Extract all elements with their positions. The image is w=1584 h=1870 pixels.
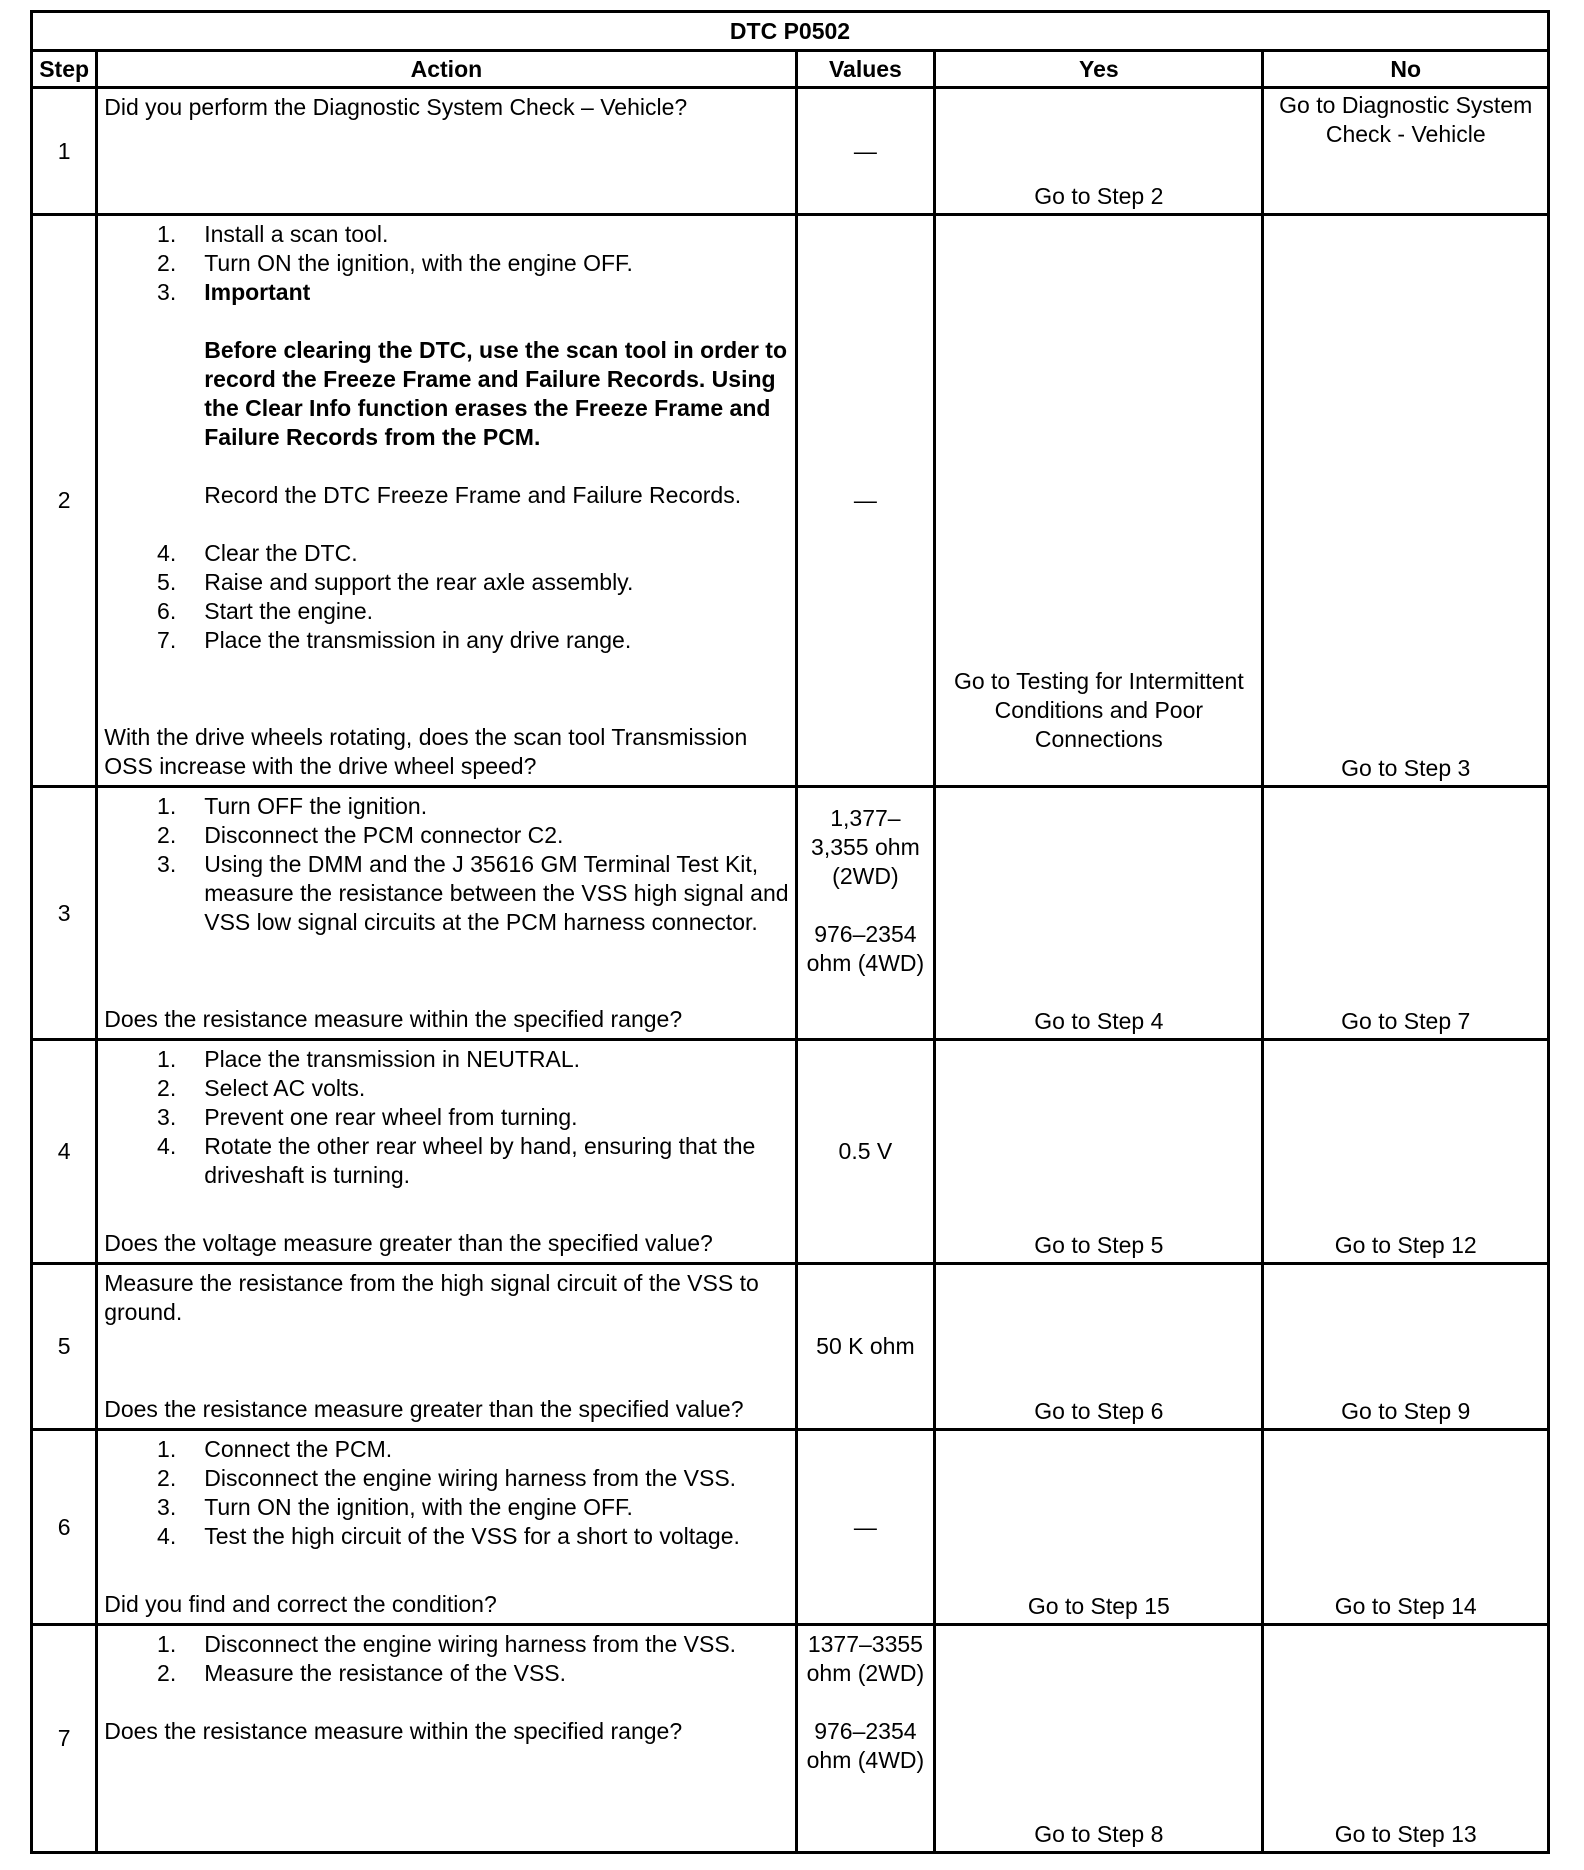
action-question: Does the resistance measure within the specified range? — [104, 1718, 683, 1744]
yes-cell — [935, 88, 1263, 215]
no-link[interactable]: Go to Step 13 — [1334, 1821, 1477, 1847]
list-item: 2. Turn ON the ignition, with the engine OFF. — [157, 250, 633, 276]
list-item: 2. Disconnect the engine wiring harness from the VSS. — [157, 1465, 737, 1491]
action-list — [104, 1630, 788, 1688]
list-item: 5. Raise and support the rear axle assembly. — [157, 569, 634, 595]
value-4wd: 976–2354 ohm (4WD) — [806, 921, 925, 976]
no-cell — [1263, 787, 1549, 1040]
no-link[interactable]: Go to Step 12 — [1334, 1232, 1477, 1258]
yes-link[interactable]: Go to Step 2 — [1034, 183, 1164, 209]
dtc-document — [30, 10, 1550, 1864]
yes-link[interactable]: Go to Testing for Intermittent Conditions and Poor Connections — [953, 668, 1244, 752]
list-item: 4. Clear the DTC. — [157, 540, 358, 566]
values-cell — [796, 787, 935, 1040]
value-2wd: 1377–3355 ohm (2WD) — [806, 1631, 925, 1686]
header-step: Step — [32, 51, 97, 88]
no-cell — [1263, 88, 1549, 215]
yes-cell — [935, 1264, 1263, 1430]
values-cell: 50 K ohm — [796, 1264, 935, 1430]
list-item: 4. Rotate the other rear wheel by hand, ensuring that the driveshaft is turning. — [157, 1133, 756, 1188]
dtc-table — [30, 10, 1550, 1854]
yes-cell — [935, 1625, 1263, 1853]
list-item: 3. Using the DMM and the J 35616 GM Terminal Test Kit, measure the resistance between the VSS high signal and VSS low signal circuits at the PCM harness connector. — [157, 851, 789, 935]
no-cell — [1263, 1430, 1549, 1625]
step-number: 3 — [32, 787, 97, 1040]
action-list — [104, 792, 788, 937]
list-item: 1. Place the transmission in NEUTRAL. — [157, 1046, 581, 1072]
header-yes: Yes — [935, 51, 1263, 88]
yes-link[interactable]: Go to Step 4 — [1034, 1008, 1164, 1034]
table-row — [32, 1430, 1549, 1625]
step-number: 4 — [32, 1040, 97, 1264]
yes-cell — [935, 215, 1263, 787]
record-instruction: Record the DTC Freeze Frame and Failure Records. — [204, 482, 742, 508]
table-row — [32, 215, 1549, 787]
table-title: DTC P0502 — [32, 12, 1549, 51]
values-cell: — — [796, 1430, 935, 1625]
action-cell — [97, 1625, 796, 1853]
step-number: 7 — [32, 1625, 97, 1853]
list-item: 1. Install a scan tool. — [157, 221, 389, 247]
yes-cell — [935, 1430, 1263, 1625]
no-cell — [1263, 1625, 1549, 1853]
header-values: Values — [796, 51, 935, 88]
action-cell — [97, 1264, 796, 1430]
values-cell — [796, 1625, 935, 1853]
no-cell — [1263, 1040, 1549, 1264]
important-note: Before clearing the DTC, use the scan tool in order to record the Freeze Frame and Failure Records. Using the Clear Info function erases the Freeze Frame and Failure Records from the PCM. — [204, 337, 787, 450]
header-no: No — [1263, 51, 1549, 88]
yes-link[interactable]: Go to Step 6 — [1034, 1398, 1164, 1424]
list-item: 7. Place the transmission in any drive range. — [157, 627, 632, 653]
list-item: 1. Turn OFF the ignition. — [157, 793, 428, 819]
header-row — [32, 51, 1549, 88]
yes-link[interactable]: Go to Step 8 — [1034, 1821, 1164, 1847]
no-cell — [1263, 215, 1549, 787]
values-cell: — — [796, 215, 935, 787]
action-cell — [97, 1040, 796, 1264]
yes-cell — [935, 787, 1263, 1040]
action-list — [104, 1435, 788, 1551]
no-link[interactable]: Go to Diagnostic System Check - Vehicle — [1279, 92, 1533, 147]
list-item: 2. Select AC volts. — [157, 1075, 366, 1101]
action-cell — [97, 1430, 796, 1625]
no-link[interactable]: Go to Step 7 — [1341, 1008, 1471, 1034]
list-item: 4. Test the high circuit of the VSS for a short to voltage. — [157, 1523, 740, 1549]
header-action: Action — [97, 51, 796, 88]
list-item: 1. Disconnect the engine wiring harness from the VSS. — [157, 1631, 737, 1657]
action-question: Does the voltage measure greater than the specified value? — [104, 1230, 713, 1256]
action-instruction: Measure the resistance from the high signal circuit of the VSS to ground. — [104, 1270, 759, 1325]
yes-link[interactable]: Go to Step 15 — [1027, 1593, 1170, 1619]
no-cell — [1263, 1264, 1549, 1430]
action-question: Does the resistance measure within the specified range? — [104, 1006, 683, 1032]
list-item: 2. Measure the resistance of the VSS. — [157, 1660, 567, 1686]
list-item: 1. Connect the PCM. — [157, 1436, 393, 1462]
step-number: 6 — [32, 1430, 97, 1625]
table-row — [32, 787, 1549, 1040]
list-item: 3. Important — [157, 279, 311, 305]
action-question: Did you find and correct the condition? — [104, 1591, 497, 1617]
action-question: With the drive wheels rotating, does the scan tool Transmission OSS increase with the drive wheel speed? — [104, 724, 748, 779]
no-link[interactable]: Go to Step 9 — [1341, 1398, 1471, 1424]
values-cell: — — [796, 88, 935, 215]
list-item: 3. Turn ON the ignition, with the engine OFF. — [157, 1494, 633, 1520]
no-link[interactable]: Go to Step 14 — [1334, 1593, 1477, 1619]
table-row — [32, 1625, 1549, 1853]
action-question: Did you perform the Diagnostic System Check – Vehicle? — [104, 94, 688, 120]
action-cell — [97, 215, 796, 787]
action-list — [104, 1045, 788, 1190]
step-number: 5 — [32, 1264, 97, 1430]
table-row — [32, 1264, 1549, 1430]
list-item: 2. Disconnect the PCM connector C2. — [157, 822, 564, 848]
action-question: Does the resistance measure greater than the specified value? — [104, 1396, 744, 1422]
action-list — [104, 220, 788, 307]
value-2wd: 1,377–3,355 ohm (2WD) — [811, 805, 920, 889]
yes-cell — [935, 1040, 1263, 1264]
action-list — [104, 539, 788, 655]
step-number: 1 — [32, 88, 97, 215]
list-item: 6. Start the engine. — [157, 598, 374, 624]
no-link[interactable]: Go to Step 3 — [1341, 755, 1471, 781]
action-cell — [97, 787, 796, 1040]
action-cell — [97, 88, 796, 215]
values-cell: 0.5 V — [796, 1040, 935, 1264]
step-number: 2 — [32, 215, 97, 787]
table-row — [32, 1040, 1549, 1264]
value-4wd: 976–2354 ohm (4WD) — [806, 1718, 925, 1773]
table-row — [32, 88, 1549, 215]
yes-link[interactable]: Go to Step 5 — [1034, 1232, 1164, 1258]
list-item: 3. Prevent one rear wheel from turning. — [157, 1104, 578, 1130]
